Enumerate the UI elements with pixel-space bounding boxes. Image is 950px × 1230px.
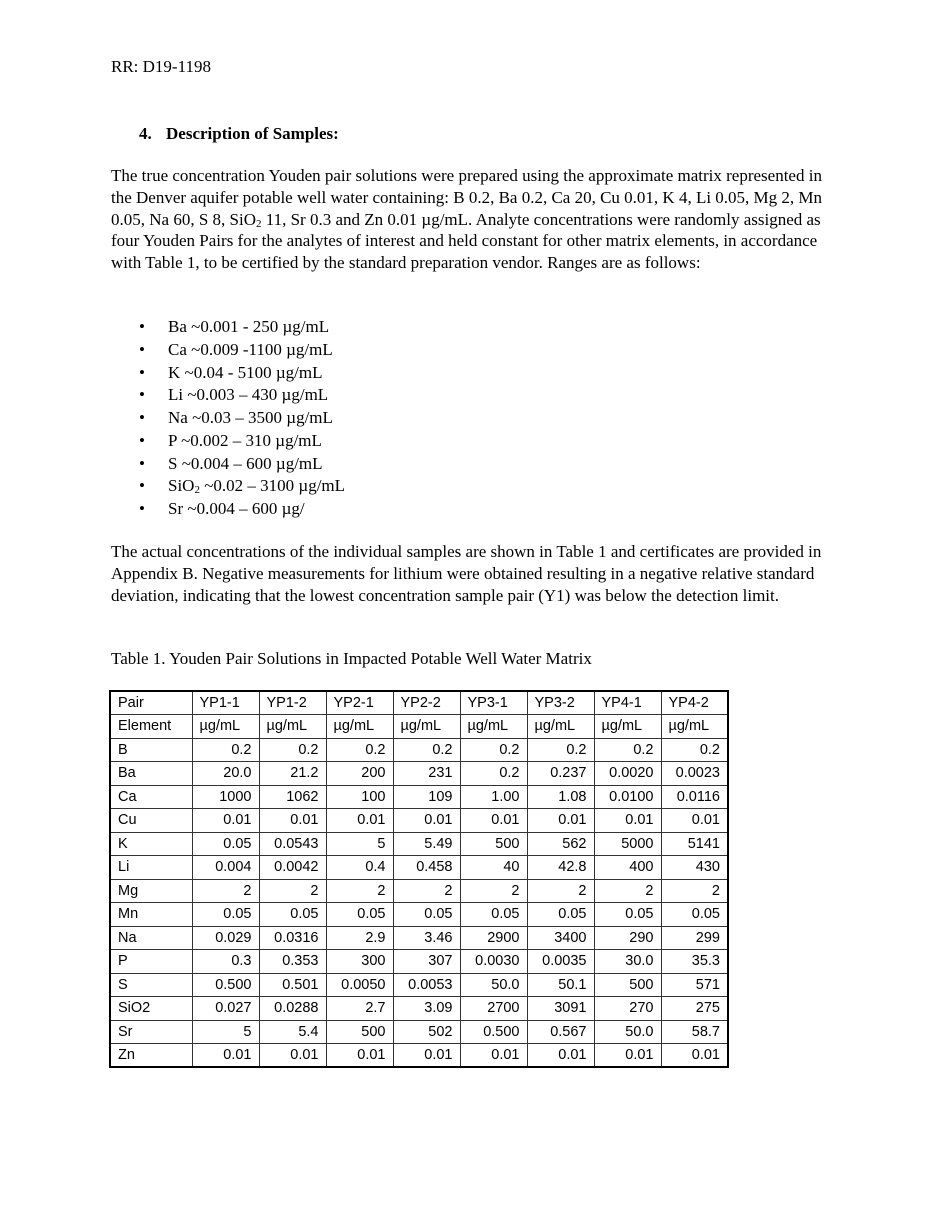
value-cell: 0.2: [192, 738, 259, 762]
value-cell: 50.1: [527, 973, 594, 997]
table-caption: Table 1. Youden Pair Solutions in Impacted Potable Well Water Matrix: [111, 649, 592, 668]
value-cell: 0.05: [661, 903, 728, 927]
value-cell: 275: [661, 997, 728, 1021]
value-cell: 0.01: [393, 1044, 460, 1068]
value-cell: 0.4: [326, 856, 393, 880]
range-item: [111, 475, 345, 498]
value-cell: 1062: [259, 785, 326, 809]
value-cell: 0.01: [527, 1044, 594, 1068]
header-cell: YP2-2: [393, 691, 460, 715]
value-cell: 0.500: [460, 1020, 527, 1044]
paragraph-text: 11, Sr 0.3 and Zn 0.01 µg/mL. Analyte concentrations were randomly assigned as four Youden Pairs for the analytes of interest and held constant for other matrix elements, in accordance with Table 1, to be certified by the standard preparation vendor. Ranges are as follows:: [111, 209, 821, 273]
range-text: SiO: [168, 476, 195, 496]
row-label-cell: Zn: [110, 1044, 192, 1068]
table-row: [110, 1044, 728, 1068]
range-text: Na ~0.03 – 3500 µg/mL: [168, 408, 333, 427]
section-heading: [139, 124, 339, 144]
value-cell: 200: [326, 762, 393, 786]
table-row: [110, 762, 728, 786]
bullet-icon: •: [139, 499, 145, 518]
table-row: [110, 903, 728, 927]
range-item: [111, 430, 345, 453]
header-cell: µg/mL: [326, 715, 393, 739]
report-reference: RR: D19-1198: [111, 57, 211, 76]
value-cell: 5: [326, 832, 393, 856]
range-item: [111, 316, 345, 339]
value-cell: 0.0030: [460, 950, 527, 974]
value-cell: 5141: [661, 832, 728, 856]
header-cell: µg/mL: [527, 715, 594, 739]
range-text: K ~0.04 - 5100 µg/mL: [168, 362, 323, 382]
value-cell: 0.01: [460, 809, 527, 833]
value-cell: 1.08: [527, 785, 594, 809]
row-label-cell: Mg: [110, 879, 192, 903]
table-row: [110, 950, 728, 974]
concentration-ranges-list: [111, 316, 345, 521]
paragraph-text: The true concentration Youden pair solutions were prepared using the approximate matrix represented in the Denver aquifer potable well water containing: B 0.2, Ba 0.2, Ca 20, Cu 0.01, K 4, Li 0.05, Mg 2, Mn 0.05, Na 60, S 8, SiO: [111, 166, 823, 229]
value-cell: 2: [661, 879, 728, 903]
value-cell: 0.01: [259, 1044, 326, 1068]
table-row: [110, 1020, 728, 1044]
value-cell: 3.46: [393, 926, 460, 950]
row-label-cell: Pair: [110, 691, 192, 715]
table-row: [110, 926, 728, 950]
value-cell: 0.237: [527, 762, 594, 786]
bullet-icon: •: [139, 385, 145, 405]
value-cell: 562: [527, 832, 594, 856]
bullet-icon: •: [139, 339, 145, 359]
value-cell: 0.01: [661, 1044, 728, 1068]
header-cell: YP3-2: [527, 691, 594, 715]
header-cell: µg/mL: [661, 715, 728, 739]
header-cell: YP4-1: [594, 691, 661, 715]
header-cell: µg/mL: [393, 715, 460, 739]
row-label-cell: Ba: [110, 762, 192, 786]
table-row: [110, 856, 728, 880]
value-cell: 0.05: [460, 903, 527, 927]
bullet-icon: •: [139, 430, 145, 450]
samples-description-paragraph: [111, 165, 846, 274]
value-cell: 0.2: [460, 762, 527, 786]
row-label-cell: Na: [110, 926, 192, 950]
table-unit-row: [110, 715, 728, 739]
value-cell: 40: [460, 856, 527, 880]
value-cell: 5.4: [259, 1020, 326, 1044]
value-cell: 0.567: [527, 1020, 594, 1044]
row-label-cell: Sr: [110, 1020, 192, 1044]
bullet-icon: •: [139, 453, 145, 473]
value-cell: 0.01: [192, 1044, 259, 1068]
value-cell: 20.0: [192, 762, 259, 786]
section-number: 4.: [139, 124, 152, 143]
value-cell: 21.2: [259, 762, 326, 786]
value-cell: 1000: [192, 785, 259, 809]
value-cell: 571: [661, 973, 728, 997]
range-text: Li ~0.003 – 430 µg/mL: [168, 385, 329, 405]
value-cell: 300: [326, 950, 393, 974]
header-cell: YP4-2: [661, 691, 728, 715]
header-cell: µg/mL: [192, 715, 259, 739]
range-item: [111, 498, 345, 521]
header-cell: µg/mL: [460, 715, 527, 739]
value-cell: 307: [393, 950, 460, 974]
value-cell: 0.01: [192, 809, 259, 833]
range-item: [111, 384, 345, 407]
range-text: Ca ~0.009 -1100 µg/mL: [168, 339, 333, 359]
value-cell: 0.0050: [326, 973, 393, 997]
value-cell: 0.01: [594, 1044, 661, 1068]
value-cell: 0.2: [460, 738, 527, 762]
subscript: 2: [194, 484, 200, 497]
value-cell: 0.0023: [661, 762, 728, 786]
table-header-row: [110, 691, 728, 715]
value-cell: 42.8: [527, 856, 594, 880]
actual-concentrations-paragraph: The actual concentrations of the individual samples are shown in Table 1 and certificates are provided in Appendix B. Negative measurements for lithium were obtained resulting in a negative relative standard deviation, indicating that the lowest concentration sample pair (Y1) was below the detection limit.: [111, 542, 822, 605]
header-cell: YP1-1: [192, 691, 259, 715]
header-cell: YP2-1: [326, 691, 393, 715]
value-cell: 2.9: [326, 926, 393, 950]
value-cell: 0.0035: [527, 950, 594, 974]
range-item: [111, 339, 345, 362]
value-cell: 400: [594, 856, 661, 880]
value-cell: 0.01: [326, 809, 393, 833]
value-cell: 290: [594, 926, 661, 950]
table-row: [110, 879, 728, 903]
value-cell: 2: [192, 879, 259, 903]
value-cell: 0.05: [192, 832, 259, 856]
value-cell: 2.7: [326, 997, 393, 1021]
value-cell: 0.0042: [259, 856, 326, 880]
value-cell: 50.0: [460, 973, 527, 997]
value-cell: 2900: [460, 926, 527, 950]
range-item: [111, 453, 345, 476]
value-cell: 500: [326, 1020, 393, 1044]
range-text: Ba ~0.001 - 250 µg/mL: [168, 317, 330, 336]
value-cell: 3.09: [393, 997, 460, 1021]
row-label-cell: SiO2: [110, 997, 192, 1021]
value-cell: 430: [661, 856, 728, 880]
value-cell: 0.05: [326, 903, 393, 927]
table-row: [110, 997, 728, 1021]
row-label-cell: Mn: [110, 903, 192, 927]
value-cell: 3400: [527, 926, 594, 950]
value-cell: 100: [326, 785, 393, 809]
range-text: Sr ~0.004 – 600 µg/: [168, 499, 305, 518]
value-cell: 0.2: [259, 738, 326, 762]
bullet-icon: •: [139, 317, 145, 336]
value-cell: 0.05: [594, 903, 661, 927]
value-cell: 500: [594, 973, 661, 997]
row-label-cell: B: [110, 738, 192, 762]
value-cell: 0.0288: [259, 997, 326, 1021]
value-cell: 5.49: [393, 832, 460, 856]
value-cell: 0.05: [192, 903, 259, 927]
value-cell: 0.2: [527, 738, 594, 762]
value-cell: 2: [527, 879, 594, 903]
range-text: ~0.02 – 3100 µg/mL: [199, 476, 346, 496]
table-row: [110, 809, 728, 833]
value-cell: 0.01: [594, 809, 661, 833]
value-cell: 0.01: [259, 809, 326, 833]
value-cell: 1.00: [460, 785, 527, 809]
value-cell: 0.3: [192, 950, 259, 974]
value-cell: 270: [594, 997, 661, 1021]
value-cell: 0.01: [527, 809, 594, 833]
value-cell: 0.01: [460, 1044, 527, 1068]
header-cell: µg/mL: [594, 715, 661, 739]
range-item: [111, 362, 345, 385]
row-label-cell: S: [110, 973, 192, 997]
value-cell: 0.2: [326, 738, 393, 762]
value-cell: 3091: [527, 997, 594, 1021]
value-cell: 0.004: [192, 856, 259, 880]
value-cell: 2: [326, 879, 393, 903]
value-cell: 0.01: [393, 809, 460, 833]
value-cell: 231: [393, 762, 460, 786]
value-cell: 5000: [594, 832, 661, 856]
value-cell: 0.05: [393, 903, 460, 927]
value-cell: 58.7: [661, 1020, 728, 1044]
value-cell: 0.458: [393, 856, 460, 880]
subscript: 2: [255, 217, 262, 230]
value-cell: 2700: [460, 997, 527, 1021]
value-cell: 0.01: [661, 809, 728, 833]
row-label-cell: Li: [110, 856, 192, 880]
header-cell: µg/mL: [259, 715, 326, 739]
value-cell: 299: [661, 926, 728, 950]
value-cell: 0.0116: [661, 785, 728, 809]
value-cell: 0.0053: [393, 973, 460, 997]
value-cell: 0.2: [594, 738, 661, 762]
value-cell: 502: [393, 1020, 460, 1044]
value-cell: 0.0100: [594, 785, 661, 809]
value-cell: 50.0: [594, 1020, 661, 1044]
range-text: S ~0.004 – 600 µg/mL: [168, 453, 323, 473]
value-cell: 2: [393, 879, 460, 903]
bullet-icon: •: [139, 408, 145, 427]
value-cell: 0.501: [259, 973, 326, 997]
row-label-cell: Element: [110, 715, 192, 739]
value-cell: 0.0543: [259, 832, 326, 856]
value-cell: 0.353: [259, 950, 326, 974]
value-cell: 0.0020: [594, 762, 661, 786]
range-item: [111, 407, 345, 430]
row-label-cell: K: [110, 832, 192, 856]
row-label-cell: Cu: [110, 809, 192, 833]
value-cell: 0.2: [393, 738, 460, 762]
value-cell: 30.0: [594, 950, 661, 974]
value-cell: 109: [393, 785, 460, 809]
header-cell: YP1-2: [259, 691, 326, 715]
row-label-cell: Ca: [110, 785, 192, 809]
value-cell: 0.0316: [259, 926, 326, 950]
table-row: [110, 973, 728, 997]
table-row: [110, 738, 728, 762]
youden-pair-table: [109, 690, 729, 1068]
value-cell: 500: [460, 832, 527, 856]
table-row: [110, 832, 728, 856]
header-cell: YP3-1: [460, 691, 527, 715]
value-cell: 0.500: [192, 973, 259, 997]
range-text: P ~0.002 – 310 µg/mL: [168, 430, 322, 450]
value-cell: 5: [192, 1020, 259, 1044]
value-cell: 0.01: [326, 1044, 393, 1068]
value-cell: 0.027: [192, 997, 259, 1021]
value-cell: 0.05: [527, 903, 594, 927]
bullet-icon: •: [139, 476, 145, 496]
value-cell: 0.029: [192, 926, 259, 950]
table-row: [110, 785, 728, 809]
value-cell: 2: [259, 879, 326, 903]
value-cell: 0.2: [661, 738, 728, 762]
value-cell: 2: [460, 879, 527, 903]
bullet-icon: •: [139, 362, 145, 382]
value-cell: 35.3: [661, 950, 728, 974]
row-label-cell: P: [110, 950, 192, 974]
value-cell: 2: [594, 879, 661, 903]
value-cell: 0.05: [259, 903, 326, 927]
section-title: Description of Samples:: [166, 124, 339, 143]
